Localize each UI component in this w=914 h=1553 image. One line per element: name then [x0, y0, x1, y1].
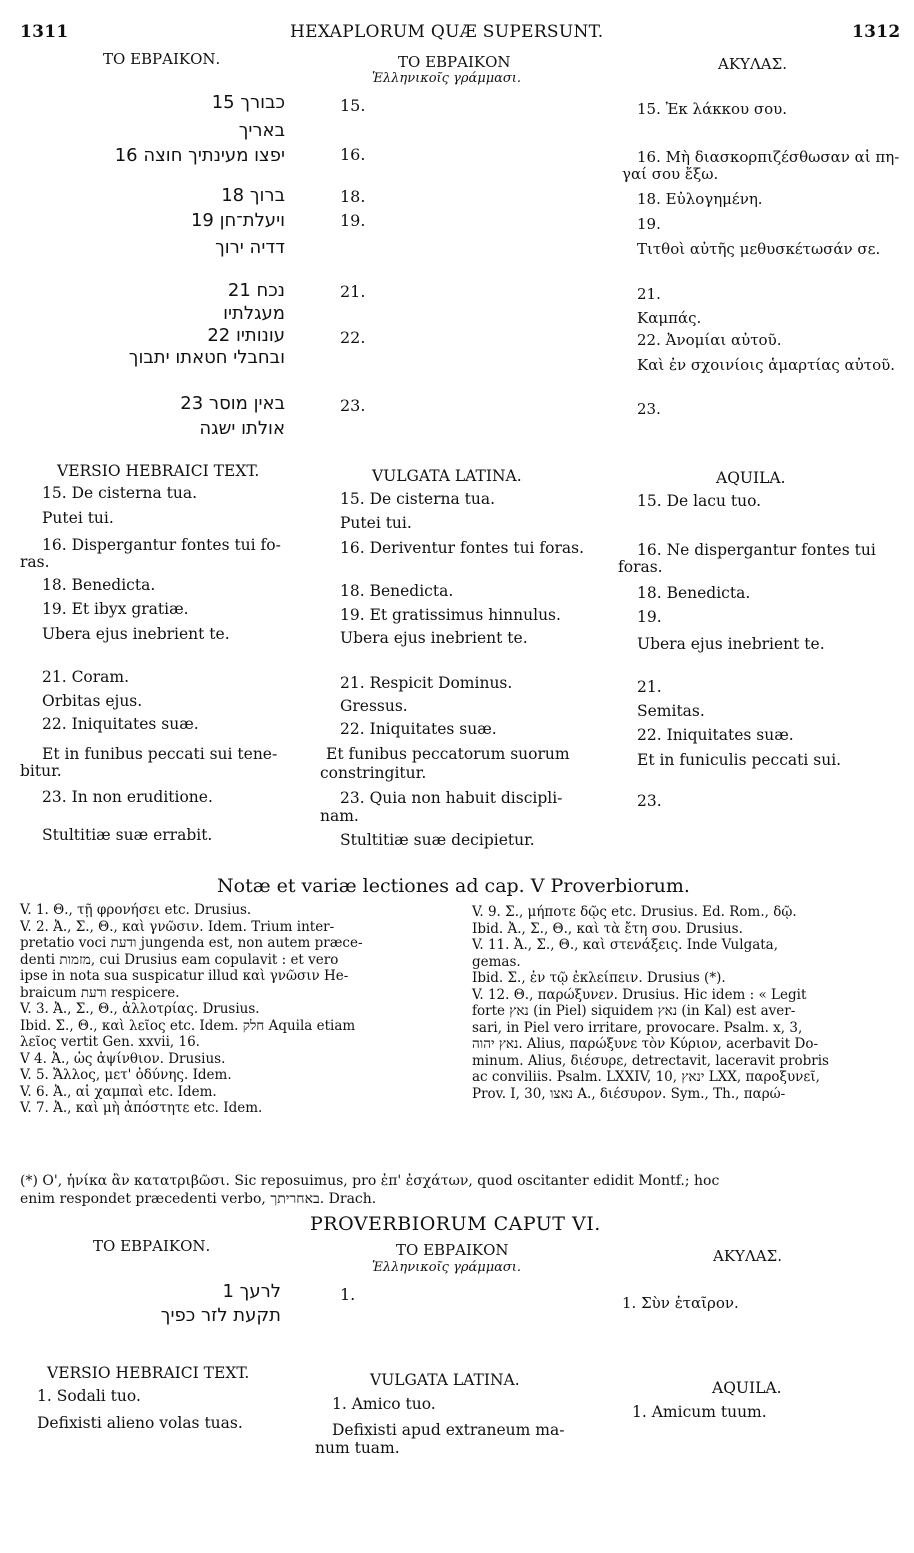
- verse-number: 1.: [340, 1285, 356, 1304]
- latin-line: 1. Amicum tuum.: [632, 1403, 767, 1421]
- latin-line: 16. Deriventur fontes tui foras.: [340, 539, 585, 557]
- aquila-line: 23.: [637, 400, 661, 418]
- note-line: V. 3. Ἀ., Σ., Θ., ἀλλοτρίας. Drusius.: [20, 1001, 260, 1017]
- latin-line: 22. Iniquitates suæ.: [637, 726, 794, 744]
- latin-line: constringitur.: [320, 764, 427, 782]
- latin-line: 21.: [637, 678, 662, 696]
- latin-line: 16. Ne dispergantur fontes tui: [637, 541, 876, 559]
- note-line: V 4. Ἀ., ὡς ἀψίνθιον. Drusius.: [20, 1050, 226, 1067]
- latin-line: Putei tui.: [340, 514, 412, 532]
- note-line: denti מזמות, cui Drusius eam copulavit : et vero: [20, 951, 339, 968]
- col-greek-letters-subhead: Ἑλληνικοῖς γράμμασι.: [372, 71, 522, 86]
- latin-col2-head: VULGATA LATINA.: [370, 1371, 520, 1389]
- aquila-line: 19.: [637, 215, 661, 233]
- latin-line: 19.: [637, 608, 662, 626]
- latin-line: 18. Benedicta.: [42, 576, 156, 594]
- verse-number: 18.: [340, 187, 366, 206]
- latin-line: Stultitiæ suæ decipietur.: [340, 831, 535, 849]
- verse-number: 16.: [340, 145, 366, 164]
- hebrew-line: מעגלתיו: [223, 303, 285, 324]
- latin-line: 22. Iniquitates suæ.: [42, 715, 199, 733]
- latin-line: num tuam.: [315, 1439, 400, 1457]
- note-line: V. 11. Ἀ., Σ., Θ., καὶ στενάξεις. Inde Vulgata,: [472, 937, 779, 953]
- verse-number: 21.: [340, 282, 366, 301]
- note-line: V. 7. Ἀ., καὶ μὴ ἀπόστητε etc. Idem.: [20, 1100, 263, 1116]
- hebrew-line: באריך: [238, 120, 285, 141]
- col-aquila-head: ΑΚΥΛΑΣ.: [718, 55, 787, 73]
- latin-line: bitur.: [20, 762, 62, 780]
- page-number-left: 1311: [20, 22, 69, 42]
- note-line: נאץ יהוה. Alius, παρώξυνε τὸν Κύριον, acerbavit Do-: [472, 1036, 819, 1052]
- hebrew-line: תקעת לזר כפיך: [160, 1305, 281, 1326]
- note-line: Ibid. Σ., ἐν τῷ ἐκλείπειν. Drusius (*).: [472, 970, 726, 986]
- latin-line: 23. Quia non habuit discipli-: [340, 789, 563, 807]
- hebrew-line: ובחבלי חטאתו יתבוך: [128, 347, 285, 368]
- note-line: Ibid. Ἀ., Σ., Θ., καὶ τὰ ἔτη σου. Drusius.: [472, 920, 743, 937]
- aquila-line: 1. Σὺν ἑταῖρον.: [622, 1294, 739, 1312]
- latin-line: 16. Dispergantur fontes tui fo-: [42, 536, 281, 554]
- latin-line: 15. De lacu tuo.: [637, 492, 762, 510]
- latin-line: Ubera ejus inebrient te.: [42, 625, 230, 643]
- col-hebrew-head: ΤΟ ΕΒΡΑΙΚΟΝ.: [93, 1237, 211, 1255]
- aquila-line: 21.: [637, 285, 661, 303]
- note-line: pretatio voci ודעת jungenda est, non autem præce-: [20, 935, 363, 951]
- hebrew-line: באין מוסר 23: [180, 393, 285, 414]
- note-line: forte נאץ (in Piel) siquidem נאץ (in Kal) est aver-: [472, 1003, 796, 1019]
- latin-line: Stultitiæ suæ errabit.: [42, 826, 213, 844]
- note-line: V. 2. Ἀ., Σ., Θ., καὶ γνῶσιν. Idem. Trium inter-: [20, 918, 335, 935]
- latin-line: 21. Respicit Dominus.: [340, 674, 513, 692]
- verse-number: 15.: [340, 96, 366, 115]
- latin-line: 1. Sodali tuo.: [37, 1387, 141, 1405]
- latin-col3-head: AQUILA.: [712, 1379, 782, 1397]
- latin-line: 18. Benedicta.: [637, 584, 751, 602]
- hebrew-line: ויעלת־חן 19: [190, 210, 285, 231]
- footnote: [20, 1172, 905, 1208]
- note-line: Prov. I, 30, נאצו A., διέσυρον. Sym., Th., παρώ-: [472, 1085, 786, 1102]
- notes-left-column: [20, 902, 465, 1117]
- verse-number: 22.: [340, 328, 366, 347]
- col-greek-letters-head: ΤΟ ΕΒΡΑΙΚΟΝ: [396, 1241, 509, 1259]
- note-line: ipse in nota sua suspicatur illud καὶ γνῶσιν He-: [20, 968, 349, 984]
- latin-line: Et in funibus peccati sui tene-: [42, 745, 278, 763]
- note-line: V. 12. Θ., παρώξυνεν. Drusius. Hic idem : « Legit: [472, 986, 807, 1003]
- latin-line: 15. De cisterna tua.: [42, 484, 198, 502]
- note-line: gemas.: [472, 953, 521, 970]
- aquila-line: γαί σου ἔξω.: [622, 165, 719, 183]
- latin-line: Ubera ejus inebrient te.: [340, 629, 528, 647]
- running-title: HEXAPLORUM QUÆ SUPERSUNT.: [290, 22, 604, 42]
- footnote-line: enim respondet præcedenti verbo, באחריתך. Drach.: [20, 1191, 377, 1207]
- latin-line: 22. Iniquitates suæ.: [340, 720, 497, 738]
- latin-line: 15. De cisterna tua.: [340, 490, 496, 508]
- latin-line: 18. Benedicta.: [340, 582, 454, 600]
- latin-line: 19. Et gratissimus hinnulus.: [340, 606, 561, 624]
- hebrew-line: לרעך 1: [222, 1281, 281, 1302]
- note-line: V. 1. Θ., τῇ φρονήσει etc. Drusius.: [20, 902, 252, 918]
- latin-line: Putei tui.: [42, 509, 114, 527]
- aquila-line: Τιτθοὶ αὐτῆς μεθυσκέτωσάν σε.: [637, 240, 881, 258]
- hebrew-line: עונותיו 22: [207, 325, 285, 346]
- note-line: Ibid. Σ., Θ., καὶ λεῖος etc. Idem. חלק Aquila etiam: [20, 1017, 356, 1034]
- latin-line: Et in funiculis peccati sui.: [637, 751, 842, 769]
- note-line: V. 5. Ἄλλος, μετ' ὀδύνης. Idem.: [20, 1067, 232, 1083]
- aquila-line: Καὶ ἐν σχοινίοις ἁμαρτίας αὐτοῦ.: [637, 356, 896, 374]
- hebrew-line: נכח 21: [227, 280, 285, 301]
- hebrew-line: אולתו ישגה: [199, 418, 285, 439]
- latin-line: Et funibus peccatorum suorum: [326, 745, 570, 763]
- latin-line: Gressus.: [340, 697, 408, 715]
- latin-line: 23.: [637, 792, 662, 810]
- verse-number: 23.: [340, 396, 366, 415]
- col-hebrew-head: ΤΟ ΕΒΡΑΙΚΟΝ.: [103, 50, 221, 68]
- note-line: V. 9. Σ., μήποτε δῷς etc. Drusius. Ed. Rom., δῷ.: [472, 904, 797, 920]
- latin-line: 21. Coram.: [42, 668, 130, 686]
- latin-line: Defixisti alieno volas tuas.: [37, 1414, 243, 1432]
- aquila-line: 22. Ἀνομίαι αὐτοῦ.: [637, 331, 782, 349]
- latin-line: foras.: [618, 558, 663, 576]
- aquila-line: 15. Ἐκ λάκκου σου.: [637, 100, 788, 118]
- hebrew-line: יפצו מעינתיך חוצה 16: [114, 145, 285, 166]
- latin-col2-head: VULGATA LATINA.: [372, 467, 522, 485]
- col-greek-letters-subhead: Ἑλληνικοῖς γράμμασι.: [372, 1260, 522, 1275]
- col-aquila-head: ΑΚΥΛΑΣ.: [713, 1247, 782, 1265]
- aquila-line: 18. Εὐλογημένη.: [637, 190, 763, 208]
- verse-number: 19.: [340, 211, 366, 230]
- col-greek-letters-head: ΤΟ ΕΒΡΑΙΚΟΝ: [398, 53, 511, 71]
- notes-right-column: [472, 904, 902, 1102]
- hebrew-line: דדיה ירוך: [215, 237, 285, 258]
- latin-line: Orbitas ejus.: [42, 692, 143, 710]
- aquila-line: 16. Μὴ διασκορπιζέσθωσαν αἱ πη-: [637, 148, 900, 166]
- hebrew-line: ברוך 18: [221, 185, 285, 206]
- latin-col3-head: AQUILA.: [716, 469, 786, 487]
- notes-title: Notæ et variæ lectiones ad cap. V Proverbiorum.: [217, 875, 690, 897]
- note-line: braicum ודעת respicere.: [20, 984, 180, 1001]
- latin-line: Ubera ejus inebrient te.: [637, 635, 825, 653]
- note-line: minum. Alius, διέσυρε, detrectavit, laceravit probris: [472, 1052, 829, 1069]
- chapter-title: PROVERBIORUM CAPUT VI.: [310, 1213, 601, 1235]
- latin-line: 23. In non eruditione.: [42, 788, 213, 806]
- latin-line: 1. Amico tuo.: [332, 1395, 436, 1413]
- latin-col1-head: VERSIO HEBRAICI TEXT.: [57, 462, 260, 480]
- latin-line: ras.: [20, 553, 50, 571]
- latin-line: Defixisti apud extraneum ma-: [332, 1421, 565, 1439]
- page-number-right: 1312: [852, 22, 901, 42]
- aquila-line: Καμπάς.: [637, 309, 702, 327]
- note-line: sari, in Piel vero irritare, provocare. Psalm. x, 3,: [472, 1019, 803, 1036]
- latin-col1-head: VERSIO HEBRAICI TEXT.: [47, 1364, 250, 1382]
- latin-line: Semitas.: [637, 702, 705, 720]
- latin-line: nam.: [320, 807, 359, 825]
- hebrew-line: כבורך 15: [211, 92, 285, 113]
- note-line: V. 6. Ἀ., αἱ χαμπαὶ etc. Idem.: [20, 1083, 217, 1100]
- footnote-line: (*) O', ἡνίκα ἂν κατατριβῶσι. Sic reposuimus, pro ἐπ' ἐσχάτων, quod oscitanter edidit Montf.; hoc: [20, 1173, 720, 1189]
- note-line: λεῖος vertit Gen. xxvii, 16.: [20, 1034, 200, 1050]
- note-line: ac conviliis. Psalm. LXXIV, 10, ינאץ LXX, παροξυνεῖ,: [472, 1069, 820, 1085]
- latin-line: 19. Et ibyx gratiæ.: [42, 600, 189, 618]
